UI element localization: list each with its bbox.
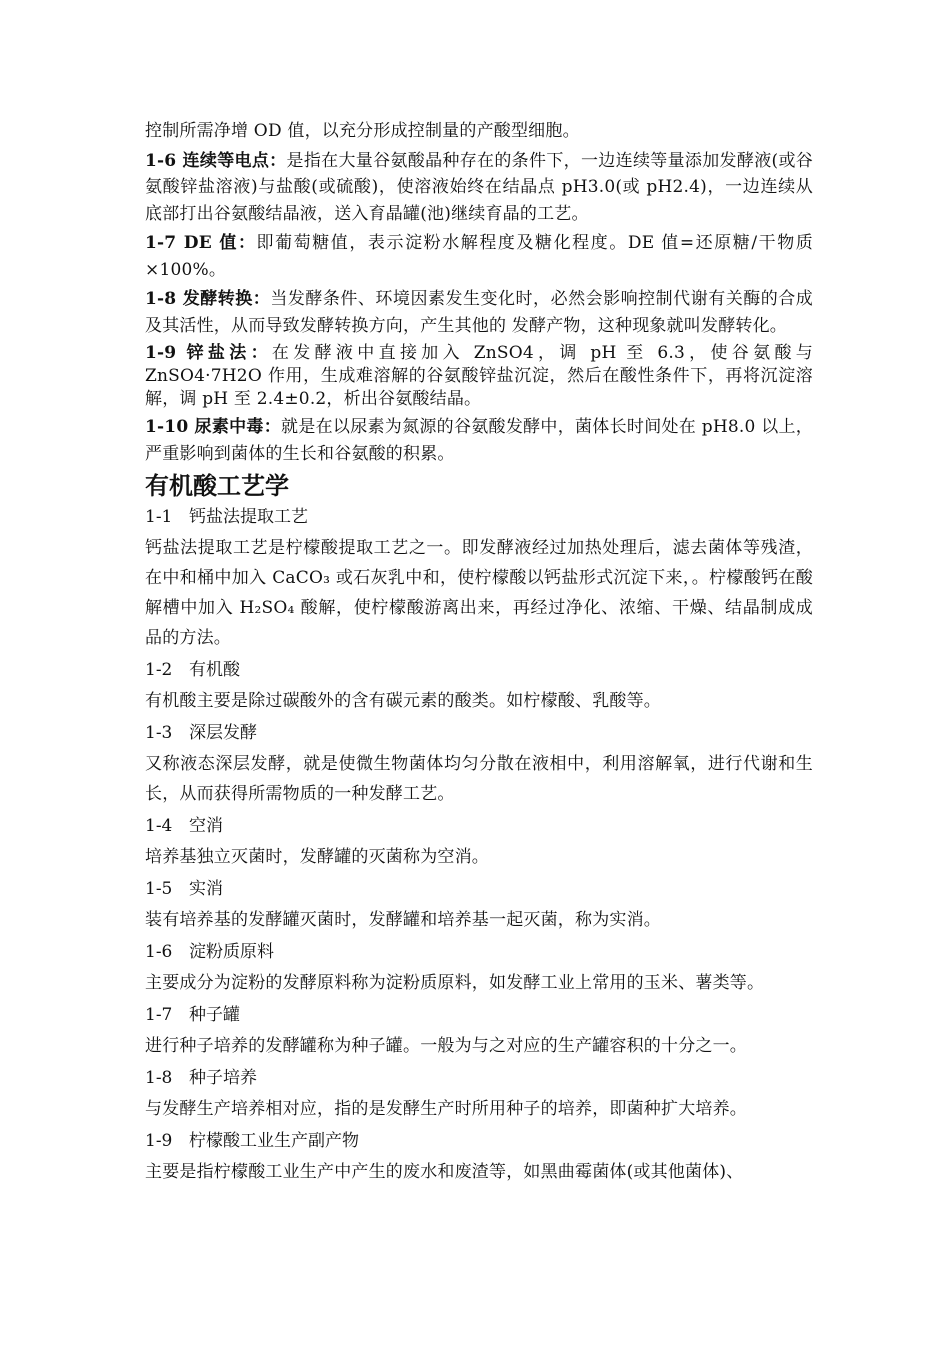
- entry-heading: [145, 1065, 813, 1091]
- entry-title: 有机酸: [189, 660, 240, 680]
- entry-body: 主要成分为淀粉的发酵原料称为淀粉质原料，如发酵工业上常用的玉米、薯类等。: [145, 973, 765, 993]
- entry-body: 钙盐法提取工艺是柠檬酸提取工艺之一。即发酵液经过加热处理后，滤去菌体等残渣，在中和桶中加入 CaCO₃ 或石灰乳中和，使柠檬酸以钙盐形式沉淀下来，。柠檬酸钙在酸解槽中加入 H₂SO₄ 酸解，使柠檬酸游离出来，再经过净化、浓缩、干燥、结晶制成成品的方法。: [145, 538, 813, 648]
- entry-title: 淀粉质原料: [189, 942, 274, 962]
- entry-title: 钙盐法提取工艺: [189, 507, 308, 527]
- entry-heading: [145, 720, 813, 746]
- definition-text: 当发酵条件、环境因素发生变化时，必然会影响控制代谢有关酶的合成及其活性，从而导致发酵转换方向，产生其他的 发酵产物，这种现象就叫发酵转化。: [145, 289, 813, 336]
- entry-title: 实消: [189, 879, 223, 899]
- entry-number: 1-4: [145, 816, 173, 836]
- entry-number: 1-8: [145, 1068, 173, 1088]
- entry-body: 培养基独立灭菌时，发酵罐的灭菌称为空消。: [145, 847, 489, 867]
- entry-body: 装有培养基的发酵罐灭菌时，发酵罐和培养基一起灭菌，称为实消。: [145, 910, 661, 930]
- entry-title: 空消: [189, 816, 223, 836]
- section-title: 有机酸工艺学: [145, 472, 289, 500]
- document-page: [145, 118, 813, 1191]
- entry-heading: [145, 504, 813, 530]
- definition-term: 1-9 锌盐法：: [145, 343, 272, 363]
- entry-heading: [145, 657, 813, 683]
- definition-item: [145, 286, 813, 339]
- entry-number: 1-3: [145, 723, 173, 743]
- definition-text: 就是在以尿素为氮源的谷氨酸发酵中，菌体长时间处在 pH8.0 以上，严重影响到菌体的生长和谷氨酸的积累。: [145, 417, 813, 464]
- entry-title: 深层发酵: [189, 723, 257, 743]
- entry-title: 种子罐: [189, 1005, 240, 1025]
- entry-heading: [145, 813, 813, 839]
- definition-item: [145, 148, 813, 228]
- entry-body: 与发酵生产培养相对应，指的是发酵生产时所用种子的培养，即菌种扩大培养。: [145, 1099, 747, 1119]
- definitions-list: [145, 148, 813, 468]
- entry-body: 进行种子培养的发酵罐称为种子罐。一般为与之对应的生产罐容积的十分之一。: [145, 1036, 747, 1056]
- definition-item: [145, 230, 813, 283]
- entry-title: 种子培养: [189, 1068, 257, 1088]
- intro-line: 控制所需净增 OD 值，以充分形成控制量的产酸型细胞。: [145, 121, 580, 141]
- entry-number: 1-5: [145, 879, 173, 899]
- entry-heading: [145, 876, 813, 902]
- definition-term: 1-10 尿素中毒：: [145, 417, 282, 437]
- entry-heading: [145, 1002, 813, 1028]
- definition-text: 在发酵液中直接加入 ZnSO4，调 pH 至 6.3，使谷氨酸与 ZnSO4·7H2O 作用，生成难溶解的谷氨酸锌盐沉淀，然后在酸性条件下，再将沉淀溶解，调 pH 至 2.4±0.2，析出谷氨酸结晶。: [145, 343, 813, 409]
- definition-term: 1-7 DE 值：: [145, 233, 257, 253]
- entry-number: 1-1: [145, 507, 173, 527]
- entry-number: 1-7: [145, 1005, 173, 1025]
- definition-text: 是指在大量谷氨酸晶种存在的条件下，一边连续等量添加发酵液(或谷氨酸锌盐溶液)与盐酸(或硫酸)，使溶液始终在结晶点 pH3.0(或 pH2.4)，一边连续从底部打出谷氨酸结晶液，送入育晶罐(池)继续育晶的工艺。: [145, 150, 813, 224]
- entry-heading: [145, 1128, 813, 1154]
- definition-item: [145, 414, 813, 467]
- definition-term: 1-8 发酵转换：: [145, 289, 271, 309]
- definition-text: 即葡萄糖值，表示淀粉水解程度及糖化程度。DE 值=还原糖/干物质×100%。: [145, 233, 813, 280]
- entry-number: 1-9: [145, 1131, 173, 1151]
- entries-list: [145, 504, 813, 1187]
- definition-term: 1-6 连续等电点：: [145, 150, 287, 171]
- entry-title: 柠檬酸工业生产副产物: [189, 1131, 359, 1151]
- definition-item: [145, 342, 813, 411]
- entry-body: 又称液态深层发酵，就是使微生物菌体均匀分散在液相中，利用溶解氧，进行代谢和生长，从而获得所需物质的一种发酵工艺。: [145, 754, 813, 804]
- entry-body: 主要是指柠檬酸工业生产中产生的废水和废渣等，如黑曲霉菌体(或其他菌体)、: [145, 1162, 744, 1182]
- entry-body: 有机酸主要是除过碳酸外的含有碳元素的酸类。如柠檬酸、乳酸等。: [145, 691, 661, 711]
- entry-number: 1-2: [145, 660, 173, 680]
- entry-number: 1-6: [145, 942, 173, 962]
- entry-heading: [145, 939, 813, 965]
